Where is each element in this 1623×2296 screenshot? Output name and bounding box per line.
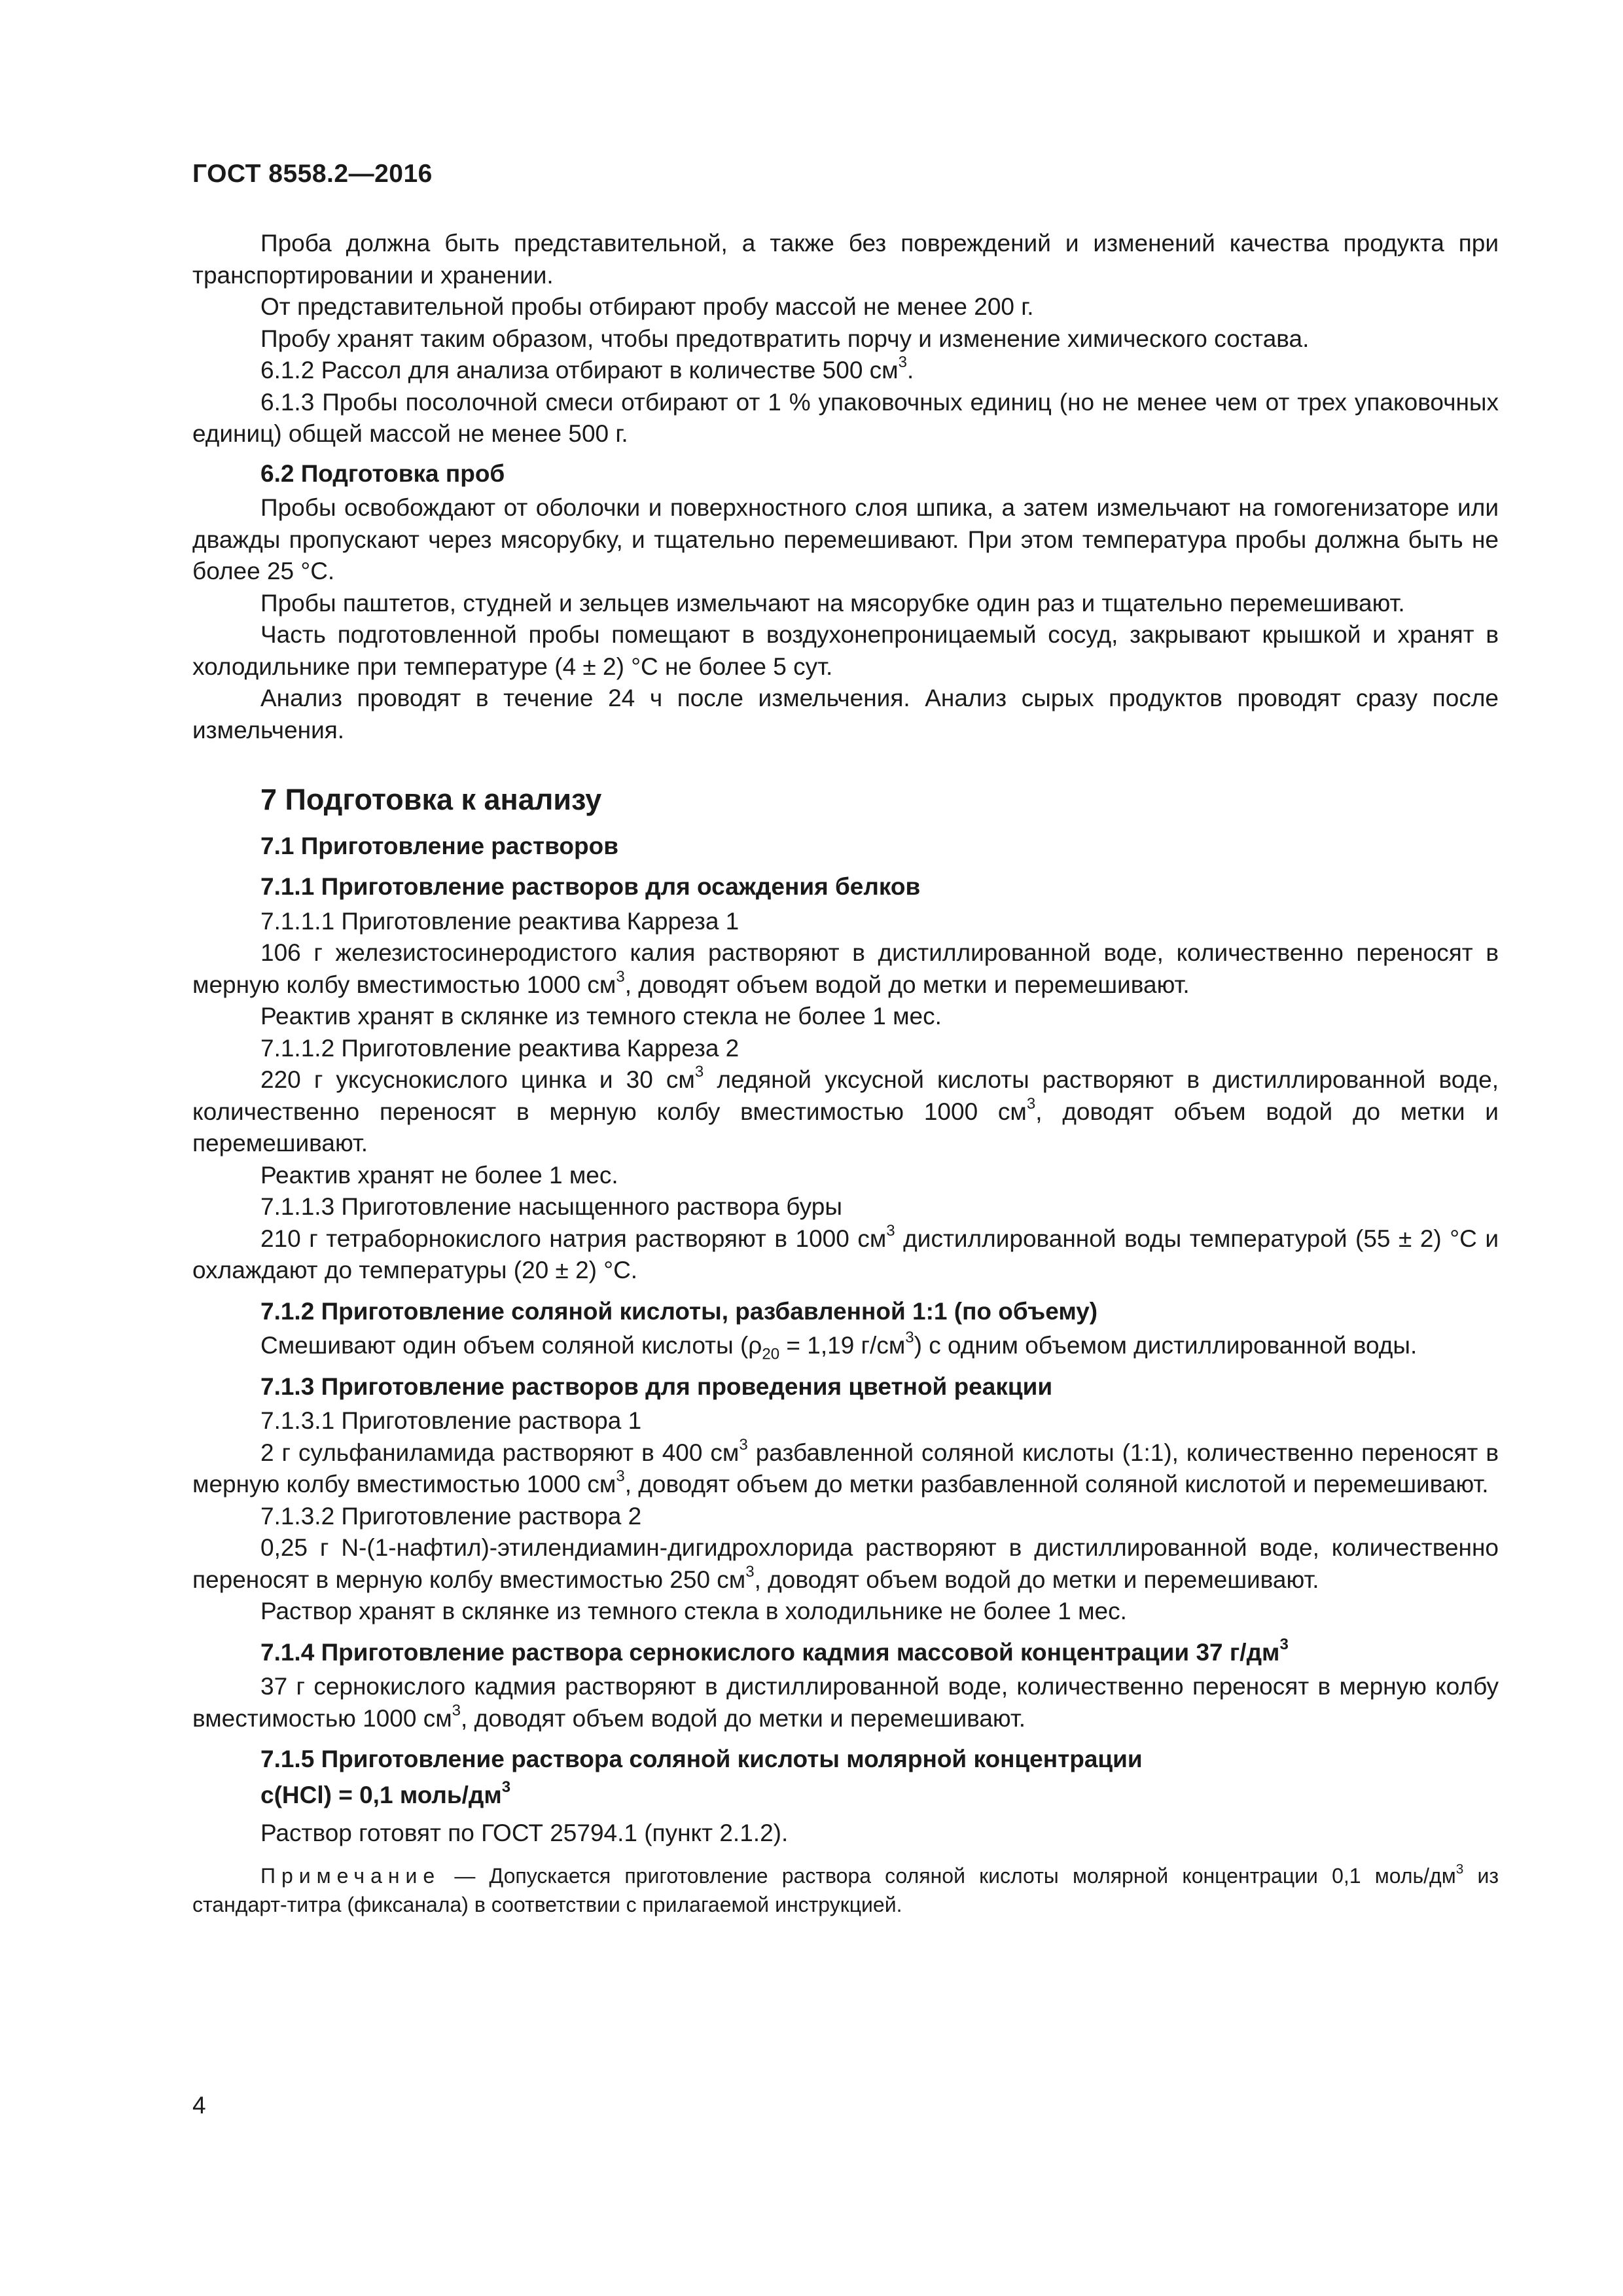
document-body [192, 228, 1499, 1919]
section-heading-6-2: 6.2 Подготовка проб [260, 459, 505, 487]
clause-7-1-1-2: 7.1.1.2 Приготовление реактива Карреза 2 [260, 1034, 740, 1062]
note: Примечание — Допускается приготовление раствора соляной кислоты молярной концентрации 0,1 моль/$дм^3$ из стандарт-титра (фиксанала) в соответствии с прилагаемой инструкцией. [192, 1861, 1499, 1916]
clause-7-1-1-3: 7.1.1.3 Приготовление насыщенного раствора буры [260, 1193, 842, 1220]
paragraph: Анализ проводят в течение 24 ч после измельчения. Анализ сырых продуктов проводят сразу после измельчения. [192, 685, 1499, 744]
paragraph: 0,25 г N-(1-нафтил)-этилендиамин-дигидрохлорида растворяют в дистиллированной воде, количественно переносят в мерную колбу вместимостью 250 $см^3$, доводят объем водой до метки и перемешивают. [192, 1534, 1499, 1593]
paragraph: Проба должна быть представительной, а также без повреждений и изменений качества продукта при транспортировании и хранении. [192, 230, 1499, 289]
paragraph: Реактив хранят не более 1 мес. [260, 1161, 618, 1189]
paragraph: 106 г железистосинеродистого калия растворяют в дистиллированной воде, количественно переносят в мерную колбу вместимостью 1000 $см^3$, доводят объем водой до метки и перемешивают. [192, 939, 1499, 998]
page-number: 4 [192, 2092, 206, 2119]
document-header: ГОСТ 8558.2—2016 [192, 160, 433, 188]
paragraph: 2 г сульфаниламида растворяют в 400 $см^3$ разбавленной соляной кислоты (1:1), количественно переносят в мерную колбу вместимостью 1000 $см^3$, доводят объем до метки разбавленной соляной кислотой и перемешивают. [192, 1435, 1499, 1498]
paragraph: Пробы освобождают от оболочки и поверхностного слоя шпика, а затем измельчают на гомогенизаторе или дважды пропускают через мясорубку, и тщательно перемешивают. При этом температура пробы должна быть не более 25 °С. [192, 494, 1499, 584]
paragraph: 210 г тетраборнокислого натрия растворяют в 1000 $см^3$ дистиллированной воды температурой (55 ± 2) °С и охлаждают до температуры (20 ± 2) °С. [192, 1221, 1499, 1283]
paragraph: Пробу хранят таким образом, чтобы предотвратить порчу и изменение химического состава. [260, 325, 1310, 352]
paragraph: Раствор хранят в склянке из темного стекла в холодильнике не более 1 мес. [260, 1598, 1127, 1624]
section-heading-7-1-2: 7.1.2 Приготовление соляной кислоты, разбавленной 1:1 (по объему) [260, 1297, 1098, 1325]
note-label: Примечание [260, 1863, 441, 1888]
paragraph: 220 г уксуснокислого цинка и 30 $см^3$ ледяной уксусной кислоты растворяют в дистиллированной воде, количественно переносят в мерную колбу вместимостью 1000 $см^3$, доводят объем водой до метки и перемешивают. [192, 1063, 1499, 1157]
section-heading-7-1: 7.1 Приготовление растворов [260, 832, 618, 859]
paragraph: Реактив хранят в склянке из темного стекла не более 1 мес. [260, 1003, 942, 1030]
section-heading-7-1-1: 7.1.1 Приготовление растворов для осаждения белков [260, 873, 921, 900]
section-heading-7: 7 Подготовка к анализу [260, 783, 602, 816]
clause-6-1-3: 6.1.3 Пробы посолочной смеси отбирают от 1 % упаковочных единиц (но не менее чем от трех упаковочных единиц) общей массой не менее 500 г. [192, 388, 1499, 447]
clause-7-1-3-1: 7.1.3.1 Приготовление раствора 1 [260, 1407, 642, 1434]
paragraph: Часть подготовленной пробы помещают в воздухонепроницаемый сосуд, закрывают крышкой и хранят в холодильнике при температуре (4 ± 2) °С не более 5 сут. [192, 621, 1499, 680]
clause-7-1-1-1: 7.1.1.1 Приготовление реактива Карреза 1 [260, 907, 740, 935]
paragraph: 37 г сернокислого кадмия растворяют в дистиллированной воде, количественно переносят в мерную колбу вместимостью 1000 $см^3$, доводят объем водой до метки и перемешивают. [192, 1673, 1499, 1732]
clause-7-1-3-2: 7.1.3.2 Приготовление раствора 2 [260, 1502, 642, 1530]
paragraph: От представительной пробы отбирают пробу массой не менее 200 г. [260, 293, 1034, 320]
paragraph: Пробы паштетов, студней и зельцев измельчают на мясорубке один раз и тщательно перемешивают. [260, 589, 1405, 617]
section-heading-7-1-5-formula: c(HCl) = 0,1 моль/$дм^3$ [260, 1778, 511, 1808]
section-heading-7-1-5: 7.1.5 Приготовление раствора соляной кислоты молярной концентрации [260, 1746, 1143, 1772]
section-heading-7-1-3: 7.1.3 Приготовление растворов для проведения цветной реакции [260, 1372, 1053, 1400]
section-heading-7-1-4: 7.1.4 Приготовление раствора сернокислого кадмия массовой концентрации 37 $г/дм^3$ [260, 1635, 1289, 1666]
paragraph: Смешивают один объем соляной кислоты ($\rho_{20} = 1,19$ $г/см^3$) с одним объемом дистиллированной воды. [260, 1329, 1418, 1363]
paragraph: Раствор готовят по ГОСТ 25794.1 (пункт 2.1.2). [260, 1820, 789, 1846]
clause-6-1-2: 6.1.2 Рассол для анализа отбирают в количестве 500 $см^3$. [260, 353, 914, 384]
